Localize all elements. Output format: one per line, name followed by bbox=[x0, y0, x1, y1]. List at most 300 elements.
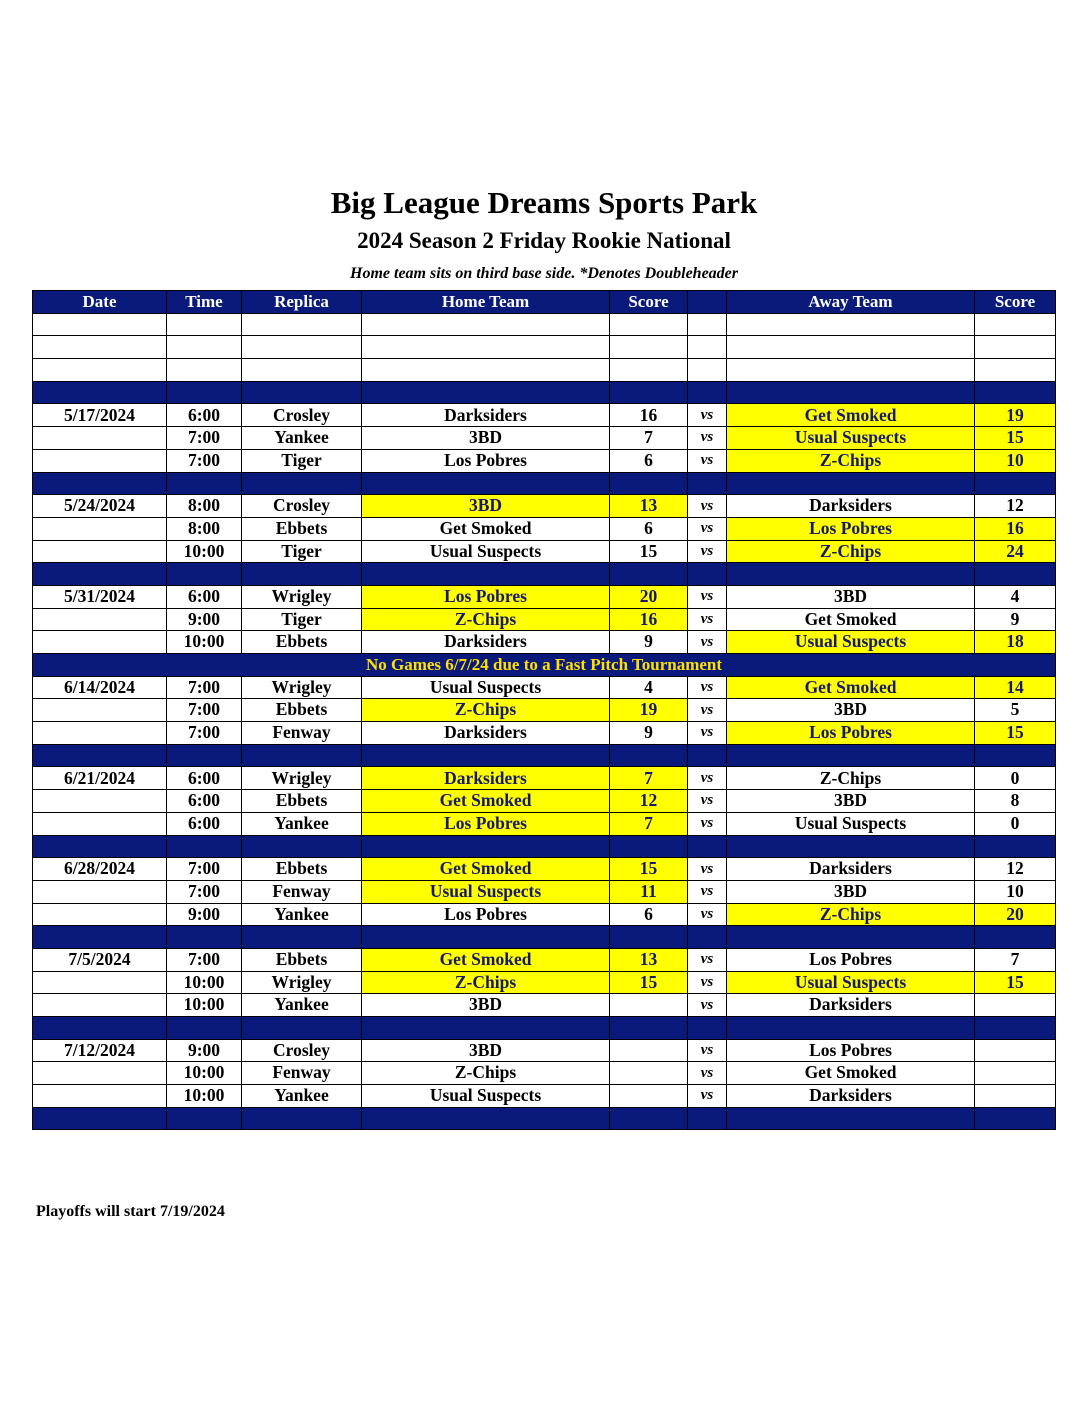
away-team-cell: Darksiders bbox=[727, 858, 975, 881]
away-team-cell: Usual Suspects bbox=[727, 971, 975, 994]
separator-row bbox=[33, 744, 1056, 767]
game-row bbox=[33, 585, 1056, 608]
vs-cell: vs bbox=[688, 790, 727, 813]
date-cell: 5/17/2024 bbox=[33, 404, 167, 427]
home-score-cell: 13 bbox=[610, 495, 688, 518]
away-team-cell: Darksiders bbox=[727, 495, 975, 518]
away-score-cell: 12 bbox=[975, 858, 1056, 881]
notice-text: No Games 6/7/24 due to a Fast Pitch Tournament bbox=[33, 654, 1056, 677]
home-score-cell: 7 bbox=[610, 812, 688, 835]
vs-cell bbox=[688, 359, 727, 382]
away-score-cell bbox=[975, 313, 1056, 336]
vs-cell: vs bbox=[688, 858, 727, 881]
vs-cell bbox=[688, 381, 727, 404]
away-score-cell bbox=[975, 1039, 1056, 1062]
home-team-cell bbox=[362, 744, 610, 767]
away-team-cell: Darksiders bbox=[727, 1085, 975, 1108]
home-score-cell: 6 bbox=[610, 517, 688, 540]
time-cell bbox=[167, 472, 242, 495]
vs-cell: vs bbox=[688, 1085, 727, 1108]
away-score-cell bbox=[975, 1085, 1056, 1108]
replica-cell: Ebbets bbox=[242, 948, 362, 971]
away-team-cell bbox=[727, 563, 975, 586]
away-score-cell bbox=[975, 994, 1056, 1017]
away-score-cell bbox=[975, 835, 1056, 858]
col-away-score: Score bbox=[975, 291, 1056, 314]
time-cell: 6:00 bbox=[167, 812, 242, 835]
separator-row bbox=[33, 926, 1056, 949]
date-cell bbox=[33, 313, 167, 336]
home-score-cell: 20 bbox=[610, 585, 688, 608]
game-row bbox=[33, 608, 1056, 631]
home-team-cell: 3BD bbox=[362, 427, 610, 450]
date-cell bbox=[33, 994, 167, 1017]
col-home-score: Score bbox=[610, 291, 688, 314]
away-team-cell: 3BD bbox=[727, 585, 975, 608]
away-score-cell bbox=[975, 1017, 1056, 1040]
replica-cell bbox=[242, 926, 362, 949]
time-cell: 8:00 bbox=[167, 517, 242, 540]
game-row bbox=[33, 1085, 1056, 1108]
home-score-cell bbox=[610, 835, 688, 858]
date-cell: 6/21/2024 bbox=[33, 767, 167, 790]
separator-row bbox=[33, 1017, 1056, 1040]
replica-cell: Yankee bbox=[242, 994, 362, 1017]
away-score-cell: 14 bbox=[975, 676, 1056, 699]
away-team-cell bbox=[727, 381, 975, 404]
away-score-cell bbox=[975, 744, 1056, 767]
replica-cell: Fenway bbox=[242, 722, 362, 745]
home-score-cell: 13 bbox=[610, 948, 688, 971]
home-team-cell: Los Pobres bbox=[362, 903, 610, 926]
away-team-cell: 3BD bbox=[727, 880, 975, 903]
home-team-cell bbox=[362, 1107, 610, 1130]
away-score-cell bbox=[975, 472, 1056, 495]
vs-cell: vs bbox=[688, 948, 727, 971]
date-cell bbox=[33, 359, 167, 382]
home-score-cell bbox=[610, 1039, 688, 1062]
vs-cell bbox=[688, 1017, 727, 1040]
home-team-cell: Usual Suspects bbox=[362, 676, 610, 699]
col-replica: Replica bbox=[242, 291, 362, 314]
game-row bbox=[33, 540, 1056, 563]
vs-cell: vs bbox=[688, 1062, 727, 1085]
home-team-cell: 3BD bbox=[362, 495, 610, 518]
replica-cell: Crosley bbox=[242, 404, 362, 427]
schedule-note: Home team sits on third base side. *Denotes Doubleheader bbox=[350, 265, 738, 282]
replica-cell bbox=[242, 744, 362, 767]
date-cell bbox=[33, 540, 167, 563]
away-team-cell: Z-Chips bbox=[727, 449, 975, 472]
away-score-cell bbox=[975, 336, 1056, 359]
time-cell bbox=[167, 1017, 242, 1040]
home-team-cell: Z-Chips bbox=[362, 971, 610, 994]
playoffs-note: Playoffs will start 7/19/2024 bbox=[36, 1203, 225, 1220]
game-row bbox=[33, 404, 1056, 427]
replica-cell: Ebbets bbox=[242, 858, 362, 881]
away-score-cell bbox=[975, 381, 1056, 404]
vs-cell: vs bbox=[688, 1039, 727, 1062]
replica-cell: Yankee bbox=[242, 1085, 362, 1108]
home-score-cell: 12 bbox=[610, 790, 688, 813]
time-cell bbox=[167, 835, 242, 858]
time-cell: 6:00 bbox=[167, 767, 242, 790]
away-score-cell: 20 bbox=[975, 903, 1056, 926]
date-cell bbox=[33, 722, 167, 745]
home-team-cell: 3BD bbox=[362, 994, 610, 1017]
away-team-cell: Los Pobres bbox=[727, 1039, 975, 1062]
game-row bbox=[33, 676, 1056, 699]
replica-cell: Tiger bbox=[242, 608, 362, 631]
vs-cell: vs bbox=[688, 449, 727, 472]
time-cell bbox=[167, 313, 242, 336]
away-score-cell bbox=[975, 1107, 1056, 1130]
game-row bbox=[33, 903, 1056, 926]
replica-cell: Fenway bbox=[242, 880, 362, 903]
separator-row bbox=[33, 835, 1056, 858]
vs-cell: vs bbox=[688, 631, 727, 654]
replica-cell: Ebbets bbox=[242, 631, 362, 654]
home-team-cell: Los Pobres bbox=[362, 812, 610, 835]
time-cell: 7:00 bbox=[167, 880, 242, 903]
vs-cell bbox=[688, 336, 727, 359]
home-team-cell bbox=[362, 381, 610, 404]
home-team-cell: Usual Suspects bbox=[362, 1085, 610, 1108]
date-cell bbox=[33, 835, 167, 858]
home-score-cell bbox=[610, 359, 688, 382]
time-cell: 7:00 bbox=[167, 449, 242, 472]
time-cell: 9:00 bbox=[167, 608, 242, 631]
date-cell: 6/28/2024 bbox=[33, 858, 167, 881]
home-score-cell bbox=[610, 472, 688, 495]
game-row bbox=[33, 858, 1056, 881]
home-score-cell: 6 bbox=[610, 449, 688, 472]
home-team-cell: Los Pobres bbox=[362, 585, 610, 608]
home-team-cell: Darksiders bbox=[362, 722, 610, 745]
away-team-cell: Get Smoked bbox=[727, 608, 975, 631]
vs-cell: vs bbox=[688, 767, 727, 790]
home-team-cell: Darksiders bbox=[362, 631, 610, 654]
away-team-cell: 3BD bbox=[727, 790, 975, 813]
away-score-cell bbox=[975, 563, 1056, 586]
vs-cell: vs bbox=[688, 903, 727, 926]
replica-cell bbox=[242, 835, 362, 858]
date-cell: 6/14/2024 bbox=[33, 676, 167, 699]
home-team-cell: Z-Chips bbox=[362, 608, 610, 631]
home-team-cell: Get Smoked bbox=[362, 948, 610, 971]
home-team-cell bbox=[362, 336, 610, 359]
game-row bbox=[33, 722, 1056, 745]
game-row bbox=[33, 427, 1056, 450]
home-team-cell bbox=[362, 1017, 610, 1040]
away-team-cell bbox=[727, 472, 975, 495]
home-score-cell bbox=[610, 926, 688, 949]
away-score-cell bbox=[975, 359, 1056, 382]
replica-cell: Ebbets bbox=[242, 699, 362, 722]
date-cell: 7/12/2024 bbox=[33, 1039, 167, 1062]
home-score-cell: 15 bbox=[610, 858, 688, 881]
home-team-cell: Darksiders bbox=[362, 767, 610, 790]
separator-row bbox=[33, 1107, 1056, 1130]
date-cell bbox=[33, 744, 167, 767]
home-score-cell bbox=[610, 1085, 688, 1108]
game-row bbox=[33, 699, 1056, 722]
date-cell bbox=[33, 1062, 167, 1085]
time-cell bbox=[167, 744, 242, 767]
time-cell: 7:00 bbox=[167, 722, 242, 745]
date-cell bbox=[33, 1017, 167, 1040]
vs-cell: vs bbox=[688, 608, 727, 631]
replica-cell: Crosley bbox=[242, 1039, 362, 1062]
date-cell: 7/5/2024 bbox=[33, 948, 167, 971]
game-row bbox=[33, 517, 1056, 540]
page-title: Big League Dreams Sports Park bbox=[330, 185, 758, 220]
separator-row bbox=[33, 381, 1056, 404]
away-team-cell: Los Pobres bbox=[727, 517, 975, 540]
home-score-cell: 15 bbox=[610, 971, 688, 994]
col-date: Date bbox=[33, 291, 167, 314]
col-time: Time bbox=[167, 291, 242, 314]
home-score-cell bbox=[610, 994, 688, 1017]
home-score-cell: 7 bbox=[610, 427, 688, 450]
replica-cell: Yankee bbox=[242, 903, 362, 926]
home-score-cell bbox=[610, 381, 688, 404]
separator-row bbox=[33, 472, 1056, 495]
away-team-cell: Z-Chips bbox=[727, 903, 975, 926]
home-team-cell bbox=[362, 563, 610, 586]
game-row bbox=[33, 994, 1056, 1017]
time-cell: 7:00 bbox=[167, 948, 242, 971]
home-score-cell: 4 bbox=[610, 676, 688, 699]
away-score-cell: 24 bbox=[975, 540, 1056, 563]
game-row bbox=[33, 948, 1056, 971]
date-cell bbox=[33, 563, 167, 586]
vs-cell: vs bbox=[688, 994, 727, 1017]
away-score-cell bbox=[975, 926, 1056, 949]
time-cell: 7:00 bbox=[167, 858, 242, 881]
home-score-cell: 9 bbox=[610, 631, 688, 654]
away-score-cell: 16 bbox=[975, 517, 1056, 540]
away-team-cell: Z-Chips bbox=[727, 767, 975, 790]
replica-cell: Ebbets bbox=[242, 790, 362, 813]
col-home-team: Home Team bbox=[362, 291, 610, 314]
game-row bbox=[33, 495, 1056, 518]
vs-cell: vs bbox=[688, 495, 727, 518]
date-cell bbox=[33, 449, 167, 472]
date-cell bbox=[33, 381, 167, 404]
vs-cell: vs bbox=[688, 517, 727, 540]
away-team-cell: Get Smoked bbox=[727, 676, 975, 699]
away-score-cell: 0 bbox=[975, 812, 1056, 835]
vs-cell: vs bbox=[688, 971, 727, 994]
away-team-cell bbox=[727, 744, 975, 767]
away-score-cell: 12 bbox=[975, 495, 1056, 518]
time-cell bbox=[167, 359, 242, 382]
date-cell: 5/24/2024 bbox=[33, 495, 167, 518]
replica-cell: Fenway bbox=[242, 1062, 362, 1085]
home-team-cell bbox=[362, 926, 610, 949]
replica-cell: Tiger bbox=[242, 449, 362, 472]
date-cell: 5/31/2024 bbox=[33, 585, 167, 608]
away-team-cell bbox=[727, 926, 975, 949]
vs-cell bbox=[688, 835, 727, 858]
vs-cell: vs bbox=[688, 540, 727, 563]
date-cell bbox=[33, 517, 167, 540]
time-cell bbox=[167, 563, 242, 586]
home-score-cell: 7 bbox=[610, 767, 688, 790]
away-team-cell bbox=[727, 336, 975, 359]
home-score-cell bbox=[610, 1017, 688, 1040]
away-score-cell: 0 bbox=[975, 767, 1056, 790]
date-cell bbox=[33, 1107, 167, 1130]
away-score-cell: 8 bbox=[975, 790, 1056, 813]
vs-cell: vs bbox=[688, 699, 727, 722]
home-score-cell: 15 bbox=[610, 540, 688, 563]
game-row bbox=[33, 790, 1056, 813]
game-row bbox=[33, 449, 1056, 472]
home-score-cell bbox=[610, 744, 688, 767]
vs-cell: vs bbox=[688, 585, 727, 608]
home-team-cell bbox=[362, 359, 610, 382]
away-score-cell: 15 bbox=[975, 722, 1056, 745]
replica-cell: Crosley bbox=[242, 495, 362, 518]
separator-row bbox=[33, 563, 1056, 586]
time-cell: 10:00 bbox=[167, 631, 242, 654]
date-cell bbox=[33, 427, 167, 450]
replica-cell: Tiger bbox=[242, 540, 362, 563]
home-score-cell: 16 bbox=[610, 608, 688, 631]
date-cell bbox=[33, 608, 167, 631]
replica-cell: Wrigley bbox=[242, 971, 362, 994]
schedule-body bbox=[33, 313, 1056, 1130]
home-score-cell bbox=[610, 563, 688, 586]
home-team-cell bbox=[362, 472, 610, 495]
away-team-cell: Z-Chips bbox=[727, 540, 975, 563]
home-team-cell bbox=[362, 313, 610, 336]
vs-cell bbox=[688, 744, 727, 767]
vs-cell: vs bbox=[688, 404, 727, 427]
away-score-cell: 19 bbox=[975, 404, 1056, 427]
vs-cell bbox=[688, 1107, 727, 1130]
vs-cell: vs bbox=[688, 880, 727, 903]
blank-row bbox=[33, 313, 1056, 336]
game-row bbox=[33, 1039, 1056, 1062]
replica-cell: Yankee bbox=[242, 427, 362, 450]
vs-cell bbox=[688, 563, 727, 586]
away-score-cell: 4 bbox=[975, 585, 1056, 608]
home-score-cell bbox=[610, 1062, 688, 1085]
vs-cell: vs bbox=[688, 812, 727, 835]
vs-cell bbox=[688, 926, 727, 949]
replica-cell: Wrigley bbox=[242, 767, 362, 790]
away-score-cell: 18 bbox=[975, 631, 1056, 654]
vs-cell: vs bbox=[688, 427, 727, 450]
time-cell: 7:00 bbox=[167, 427, 242, 450]
date-cell bbox=[33, 631, 167, 654]
home-score-cell bbox=[610, 336, 688, 359]
replica-cell: Yankee bbox=[242, 812, 362, 835]
replica-cell: Wrigley bbox=[242, 676, 362, 699]
away-score-cell: 9 bbox=[975, 608, 1056, 631]
away-team-cell: Usual Suspects bbox=[727, 812, 975, 835]
home-team-cell: Los Pobres bbox=[362, 449, 610, 472]
home-team-cell bbox=[362, 835, 610, 858]
away-team-cell: Los Pobres bbox=[727, 948, 975, 971]
away-team-cell: Usual Suspects bbox=[727, 427, 975, 450]
home-team-cell: Darksiders bbox=[362, 404, 610, 427]
col-vs bbox=[688, 291, 727, 314]
away-team-cell: Los Pobres bbox=[727, 722, 975, 745]
time-cell: 10:00 bbox=[167, 1085, 242, 1108]
time-cell: 6:00 bbox=[167, 585, 242, 608]
time-cell: 8:00 bbox=[167, 495, 242, 518]
game-row bbox=[33, 812, 1056, 835]
home-team-cell: Z-Chips bbox=[362, 1062, 610, 1085]
game-row bbox=[33, 971, 1056, 994]
home-score-cell: 19 bbox=[610, 699, 688, 722]
home-score-cell: 11 bbox=[610, 880, 688, 903]
away-score-cell: 10 bbox=[975, 449, 1056, 472]
away-team-cell bbox=[727, 313, 975, 336]
time-cell: 7:00 bbox=[167, 699, 242, 722]
home-score-cell: 6 bbox=[610, 903, 688, 926]
blank-row bbox=[33, 336, 1056, 359]
away-team-cell: 3BD bbox=[727, 699, 975, 722]
replica-cell bbox=[242, 563, 362, 586]
replica-cell: Ebbets bbox=[242, 517, 362, 540]
game-row bbox=[33, 631, 1056, 654]
date-cell bbox=[33, 971, 167, 994]
away-score-cell: 15 bbox=[975, 971, 1056, 994]
home-team-cell: 3BD bbox=[362, 1039, 610, 1062]
date-cell bbox=[33, 880, 167, 903]
home-team-cell: Usual Suspects bbox=[362, 880, 610, 903]
time-cell bbox=[167, 381, 242, 404]
blank-row bbox=[33, 359, 1056, 382]
vs-cell: vs bbox=[688, 722, 727, 745]
home-team-cell: Get Smoked bbox=[362, 858, 610, 881]
away-score-cell: 7 bbox=[975, 948, 1056, 971]
vs-cell: vs bbox=[688, 676, 727, 699]
home-score-cell: 16 bbox=[610, 404, 688, 427]
time-cell: 7:00 bbox=[167, 676, 242, 699]
date-cell bbox=[33, 336, 167, 359]
away-score-cell: 5 bbox=[975, 699, 1056, 722]
time-cell: 9:00 bbox=[167, 903, 242, 926]
schedule-table bbox=[32, 290, 1056, 1130]
away-score-cell bbox=[975, 1062, 1056, 1085]
time-cell: 6:00 bbox=[167, 404, 242, 427]
home-score-cell: 9 bbox=[610, 722, 688, 745]
home-score-cell bbox=[610, 313, 688, 336]
away-team-cell: Get Smoked bbox=[727, 1062, 975, 1085]
replica-cell bbox=[242, 381, 362, 404]
away-score-cell: 10 bbox=[975, 880, 1056, 903]
home-team-cell: Z-Chips bbox=[362, 699, 610, 722]
date-cell bbox=[33, 903, 167, 926]
time-cell bbox=[167, 336, 242, 359]
away-team-cell: Get Smoked bbox=[727, 404, 975, 427]
date-cell bbox=[33, 1085, 167, 1108]
home-team-cell: Get Smoked bbox=[362, 517, 610, 540]
vs-cell bbox=[688, 313, 727, 336]
away-team-cell: Darksiders bbox=[727, 994, 975, 1017]
time-cell: 10:00 bbox=[167, 994, 242, 1017]
time-cell bbox=[167, 1107, 242, 1130]
away-team-cell bbox=[727, 1017, 975, 1040]
replica-cell bbox=[242, 336, 362, 359]
home-score-cell bbox=[610, 1107, 688, 1130]
